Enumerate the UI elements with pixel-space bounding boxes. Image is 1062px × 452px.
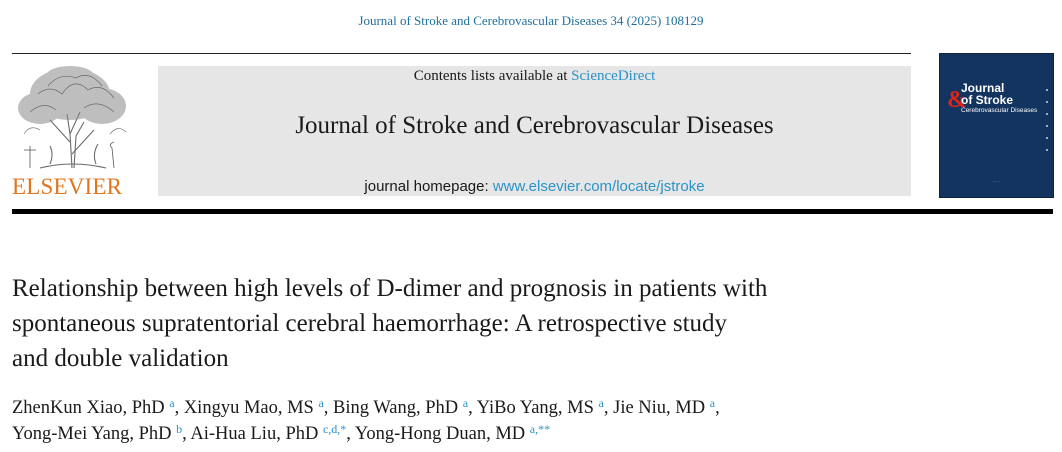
cover-title-line2: of Stroke — [961, 93, 1014, 107]
author-line-2 — [12, 421, 1012, 447]
author-list — [12, 395, 1012, 447]
author-separator: , — [715, 398, 720, 418]
author-name: ZhenKun Xiao, PhD — [12, 398, 165, 418]
homepage-prefix: journal homepage: — [364, 178, 493, 195]
author-line-1 — [12, 395, 1012, 421]
elsevier-logo[interactable] — [10, 64, 134, 200]
affiliation-link[interactable]: a — [318, 396, 324, 410]
author-name: Jie Niu, MD — [613, 398, 706, 418]
author-name: Yong-Mei Yang, PhD — [12, 424, 172, 444]
author-separator: , — [323, 398, 334, 418]
cover-ampersand: & — [947, 87, 967, 113]
author-name: YiBo Yang, MS — [476, 398, 594, 418]
sciencedirect-link[interactable]: ScienceDirect — [571, 68, 656, 84]
elsevier-tree-icon — [10, 64, 134, 174]
header-divider — [12, 53, 911, 54]
title-line-1: Relationship between high levels of D-dimer and prognosis in patients with — [12, 275, 768, 302]
affiliation-link[interactable]: a — [598, 396, 604, 410]
author-name: Xingyu Mao, MS — [183, 398, 314, 418]
affiliation-link[interactable]: a — [709, 396, 716, 410]
cover-title-line1: Journal — [961, 81, 1005, 95]
author-name: Bing Wang, PhD — [333, 398, 459, 418]
author-separator: , — [182, 424, 191, 444]
cover-subtitle: Cerebrovascular Diseases — [961, 107, 1038, 114]
journal-citation: Journal of Stroke and Cerebrovascular Diseases 34 (2025) 108129 — [358, 13, 704, 28]
author-separator: , — [468, 398, 477, 418]
cover-footer-mark: ······ — [992, 179, 1001, 184]
title-line-2: spontaneous supratentorial cerebral haemorrhage: A retrospective study — [12, 310, 728, 337]
cover-dots-icon — [1044, 84, 1050, 164]
author-name: Ai-Hua Liu, PhD — [190, 424, 319, 444]
homepage-link[interactable]: www.elsevier.com/locate/jstroke — [492, 178, 705, 195]
affiliation-link[interactable]: a — [169, 396, 175, 410]
author-name: Yong-Hong Duan, MD — [354, 424, 526, 444]
author-separator: , — [603, 398, 614, 418]
affiliation-link[interactable]: b — [176, 422, 183, 436]
author-separator: , — [174, 398, 184, 418]
banner-divider — [12, 209, 1053, 214]
contents-prefix: Contents lists available at — [413, 68, 572, 84]
affiliation-link[interactable]: a,** — [529, 422, 551, 436]
affiliation-link[interactable]: a — [462, 396, 469, 410]
elsevier-wordmark: ELSEVIER — [12, 174, 123, 199]
journal-title: Journal of Stroke and Cerebrovascular Diseases — [295, 112, 774, 139]
journal-homepage — [158, 178, 911, 195]
affiliation-link[interactable]: c,d,* — [322, 422, 347, 436]
article-title — [12, 271, 932, 376]
contents-availability — [158, 68, 911, 85]
author-separator: , — [346, 424, 355, 444]
journal-banner — [158, 66, 911, 196]
journal-cover-thumbnail[interactable] — [939, 53, 1054, 198]
title-line-3: and double validation — [12, 345, 229, 372]
